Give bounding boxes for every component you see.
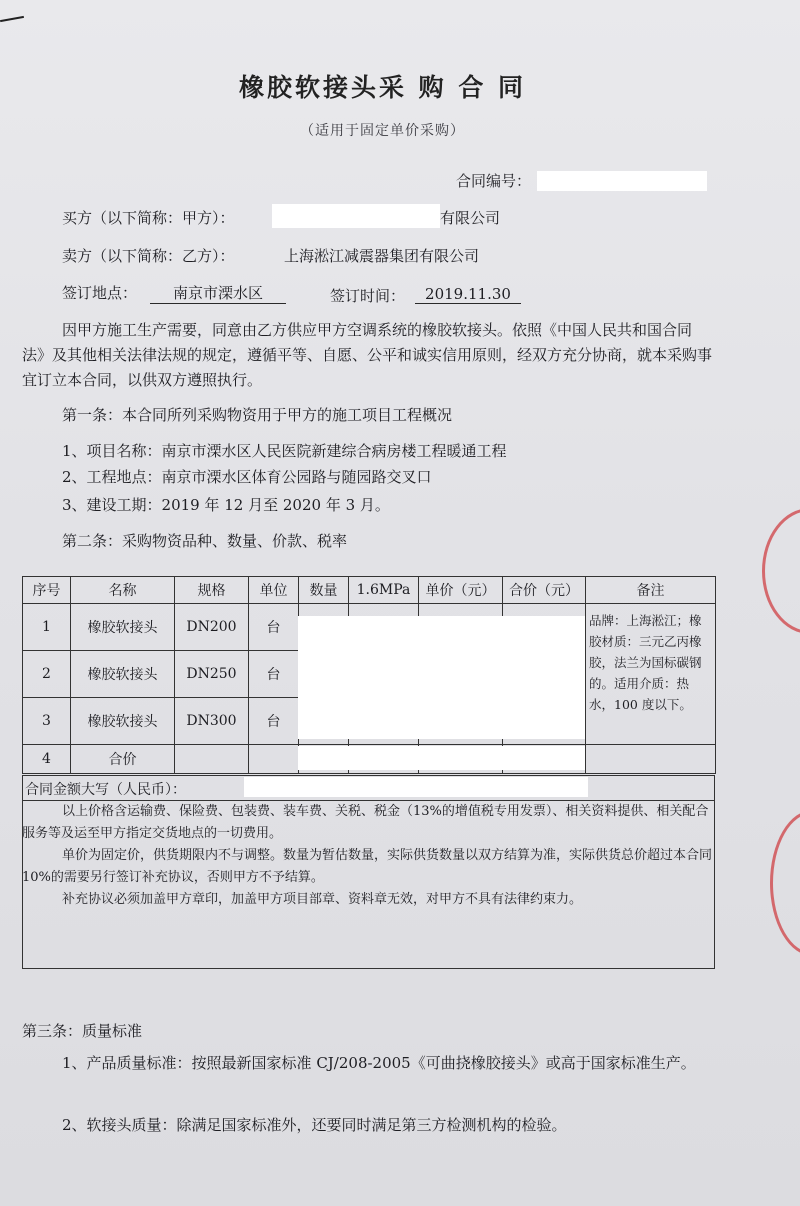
redacted-sum-value: [298, 746, 585, 770]
document-subtitle: （适用于固定单价采购）: [300, 123, 465, 139]
table-header-row: [23, 577, 716, 604]
place-value: 南京市溧水区: [150, 282, 286, 304]
sum-empty: [175, 745, 249, 774]
row-name: 橡胶软接头: [71, 651, 175, 698]
redacted-amount: [244, 777, 588, 797]
article1-item: 1、项目名称：南京市溧水区人民医院新建综合病房楼工程暖通工程: [62, 442, 507, 460]
sum-label: 合价: [71, 745, 175, 774]
pen-mark: [0, 16, 24, 22]
col-header: 备注: [586, 577, 716, 604]
col-header: 单价（元）: [419, 577, 503, 604]
buyer-label: 买方（以下简称：甲方）：: [62, 209, 235, 227]
row-unit: 台: [249, 698, 299, 745]
row-spec: DN200: [175, 604, 249, 651]
sum-empty: [249, 745, 299, 774]
row-name: 橡胶软接头: [71, 604, 175, 651]
article1-item: 3、建设工期：2019 年 12 月至 2020 年 3 月。: [62, 496, 390, 514]
redacted-buyer-name: [272, 204, 440, 228]
article3-item: 2、软接头质量：除满足国家标准外，还要同时满足第三方检测机构的检验。: [62, 1116, 567, 1134]
article3-title: 第三条：质量标准: [22, 1022, 143, 1040]
row-no: 1: [23, 604, 71, 651]
amount-label: 合同金额大写（人民币）：: [25, 782, 186, 798]
date-label: 签订时间：: [330, 287, 406, 305]
note-paragraph: 单价为固定价，供货期限内不与调整。数量为暂估数量，实际供货数量以双方结算为准，实际供货总价超过本合同 10%的需要另行签订补充协议，否则甲方不予结算。: [22, 848, 713, 885]
row-unit: 台: [249, 604, 299, 651]
notes: [22, 801, 712, 911]
article3-item: 1、产品质量标准：按照最新国家标准 CJ/208-2005《可曲挠橡胶接头》或高于国家标准生产。: [62, 1054, 696, 1072]
date-value: 2019.11.30: [415, 285, 521, 304]
row-unit: 台: [249, 651, 299, 698]
place-label: 签订地点：: [62, 284, 138, 302]
article1-item: 2、工程地点：南京市溧水区体育公园路与随园路交叉口: [62, 468, 432, 486]
col-header: 数量: [299, 577, 349, 604]
redacted-contract-no: [537, 171, 707, 191]
row-spec: DN250: [175, 651, 249, 698]
seller-name: 上海淞江减震器集团有限公司: [284, 247, 480, 265]
col-header: 名称: [71, 577, 175, 604]
sum-empty: [586, 745, 716, 774]
row-no: 3: [23, 698, 71, 745]
sum-no: 4: [23, 745, 71, 774]
article2-title: 第二条：采购物资品种、数量、价款、税率: [62, 532, 348, 550]
buyer-suffix: 有限公司: [440, 209, 501, 227]
intro-paragraph: 因甲方施工生产需要，同意由乙方供应甲方空调系统的橡胶软接头。依照《中国人民共和国合同法》及其他相关法律法规的规定，遵循平等、自愿、公平和诚实信用原则，经双方充分协商，就本采购事宜订立本合同，以供双方遵照执行。: [22, 321, 713, 389]
article1-title: 第一条：本合同所列采购物资用于甲方的施工项目工程概况: [62, 406, 453, 424]
col-header: 合价（元）: [503, 577, 586, 604]
seller-label: 卖方（以下简称：乙方）：: [62, 247, 235, 265]
note-paragraph: 以上价格含运输费、保险费、包装费、装车费、关税、税金（13%的增值税专用发票）、相关资料提供、相关配合服务等及运至甲方指定交货地点的一切费用。: [22, 804, 709, 841]
contract-no-label: 合同编号：: [456, 172, 532, 190]
remark-cell: 品牌：上海淞江；橡胶材质：三元乙丙橡胶，法兰为国标碳钢的。适用介质：热水，100 度以下。: [586, 604, 716, 745]
document-title: 橡胶软接头采 购 合 同: [238, 73, 527, 102]
red-seal-stamp: [762, 508, 800, 634]
row-spec: DN300: [175, 698, 249, 745]
row-name: 橡胶软接头: [71, 698, 175, 745]
col-header: 规格: [175, 577, 249, 604]
note-paragraph: 补充协议必须加盖甲方章印，加盖甲方项目部章、资料章无效，对甲方不具有法律约束力。: [62, 892, 583, 907]
red-seal-stamp: [770, 810, 800, 956]
col-header: 1.6MPa: [349, 577, 419, 604]
col-header: 序号: [23, 577, 71, 604]
col-header: 单位: [249, 577, 299, 604]
row-no: 2: [23, 651, 71, 698]
redacted-table-values: [298, 616, 585, 739]
